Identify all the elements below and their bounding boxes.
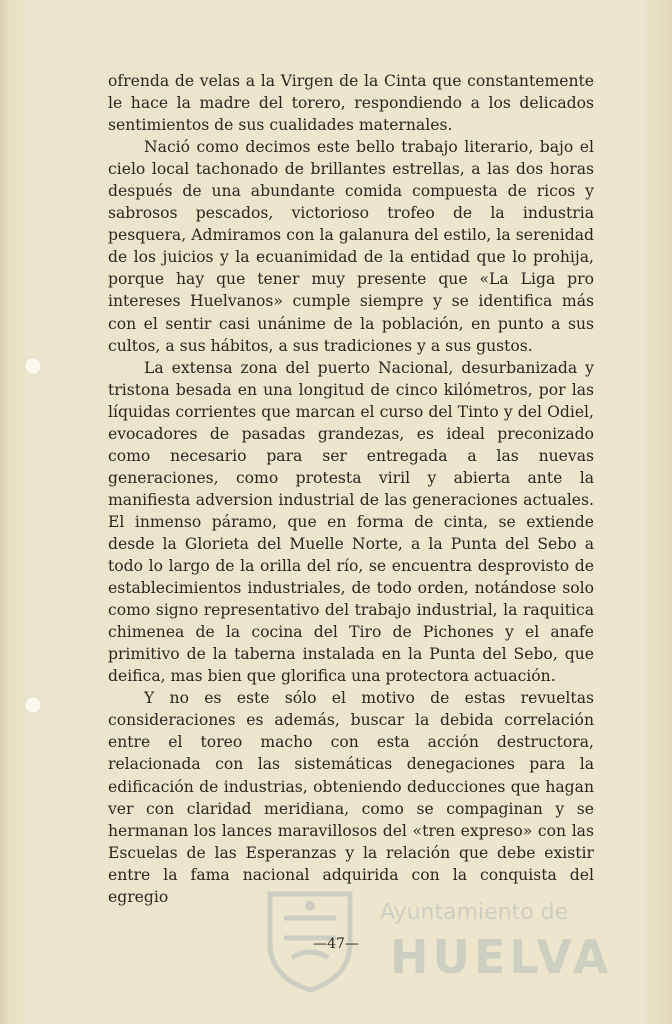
watermark-line2: HUELVA bbox=[390, 930, 613, 984]
paragraph-considerations: Y no es este sólo el motivo de estas revueltas consideraciones es además, buscar la debida correlación entre el toreo macho con esta acción destructora, relacionada con las sistemáticas denegaciones para la edificación de industrias, obteniendo deducciones que hagan ver con claridad meridiana, como se compaginan y se hermanan los lances maravillosos del «tren expreso» con las Escuelas de las Esperanzas y la relación que debe existir entre la fama nacional adquirida con la conquista del egregio bbox=[108, 689, 594, 906]
paragraph-literary-work: Nació como decimos este bello trabajo literario, bajo el cielo local tachonado de brillantes estrellas, a las dos horas después de una abundante comida compuesta de ricos y sabrosos pescados, victorioso trofeo de la industria pesquera, Admiramos con la galanura del estilo, la serenidad de los juicios y la ecuanimidad de la entidad que lo prohija, porque hay que tener muy presente que «La Liga pro intereses Huelvanos» cumple siempre y se identifica más con el sentir casi unánime de la población, en punto a sus cultos, a sus hábitos, a sus tradiciones y a sus gustos. bbox=[108, 138, 594, 355]
watermark-line1: Ayuntamiento de bbox=[380, 900, 569, 925]
paragraph-continuation: ofrenda de velas a la Virgen de la Cinta que constantemente le hace la madre del torero, respondiendo a los delicados sentimientos de sus cualidades maternales. bbox=[108, 72, 594, 135]
punch-hole-bottom bbox=[24, 696, 42, 714]
binding-edge bbox=[0, 0, 8, 1024]
body-text bbox=[108, 70, 594, 908]
paragraph-national-port: La extensa zona del puerto Nacional, desurbanizada y tristona besada en una longitud de cinco kilómetros, por las líquidas corrientes que marcan el curso del Tinto y del Odiel, evocadores de pasadas grandezas, es ideal preconizado como necesario para ser entregada a las nuevas generaciones, como protesta viril y abierta ante la manifiesta adversion industrial de las generaciones actuales. El inmenso páramo, que en forma de cinta, se extiende desde la Glorieta del Muelle Norte, a la Punta del Sebo a todo lo largo de la orilla del río, se encuentra desprovisto de establecimientos industriales, de todo orden, notándose solo como signo representativo del trabajo industrial, la raquitica chimenea de la cocina del Tiro de Pichones y el anafe primitivo de la taberna instalada en la Punta del Sebo, que deifica, mas bien que glorifica una protectora actuación. bbox=[108, 358, 594, 686]
punch-hole-top bbox=[24, 357, 42, 375]
page-number: —47— bbox=[313, 936, 359, 952]
